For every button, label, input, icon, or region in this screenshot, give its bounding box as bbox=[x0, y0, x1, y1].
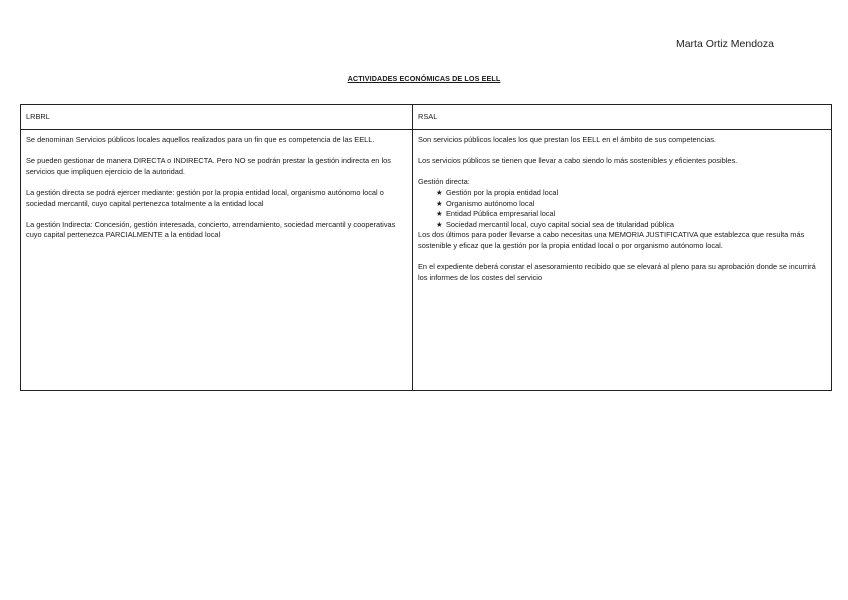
list-item: ★ Entidad Pública empresarial local bbox=[436, 209, 826, 220]
lrbrl-paragraph: Se denominan Servicios públicos locales aquellos realizados para un fin que es competencia de las EELL. bbox=[26, 135, 375, 144]
lrbrl-paragraph: La gestión directa se podrá ejercer mediante: gestión por la propia entidad local, organismo autónomo local o sociedad mercantil, cuyo capital pertenezca totalmente a la entidad local bbox=[26, 187, 384, 208]
lrbrl-paragraph: Se pueden gestionar de manera DIRECTA o INDIRECTA. Pero NO se podrán prestar la gestión indirecta en los servicios que impliquen ejercicio de la autoridad. bbox=[26, 156, 391, 176]
rsal-paragraph: Los servicios públicos se tienen que llevar a cabo siendo lo más sostenibles y eficientes posibles. bbox=[418, 156, 738, 166]
direct-management-label: Gestión directa: bbox=[418, 177, 470, 187]
rsal-cell bbox=[413, 130, 832, 391]
header-lrbrl: LRBRL bbox=[21, 105, 413, 130]
header-rsal: RSAL bbox=[413, 105, 832, 130]
direct-management-list bbox=[418, 188, 826, 230]
lrbrl-paragraph: La gestión Indirecta: Concesión, gestión interesada, concierto, arrendamiento, sociedad mercantil y cooperativas cuyo capital pertenezca PARCIALMENTE a la entidad local bbox=[26, 219, 396, 240]
lrbrl-cell bbox=[21, 130, 413, 391]
list-item: ★ Organismo autónomo local bbox=[436, 199, 826, 210]
table-body-row bbox=[21, 130, 832, 391]
rsal-paragraph: Los dos últimos para poder llevarse a cabo necesitas una MEMORIA JUSTIFICATIVA que establezca que resulta más sostenible y eficaz que la gestión por la propia entidad local o por organismo autónomo local. bbox=[418, 230, 805, 250]
author-name: Marta Ortiz Mendoza bbox=[675, 38, 774, 50]
table-header-row bbox=[21, 105, 832, 130]
list-item: ★ Gestión por la propia entidad local bbox=[436, 188, 826, 199]
rsal-paragraph: Son servicios públicos locales los que prestan los EELL en el ámbito de sus competencias. bbox=[418, 135, 716, 144]
list-item: ★ Sociedad mercantil local, cuyo capital social sea de titularidad pública bbox=[436, 220, 826, 231]
document-title: ACTIVIDADES ECONÓMICAS DE LOS EELL bbox=[347, 74, 501, 83]
rsal-paragraph: En el expediente deberá constar el asesoramiento recibido que se elevará al pleno para su aprobación donde se incurrirá los informes de los costes del servicio bbox=[418, 262, 816, 282]
comparison-table bbox=[20, 104, 832, 391]
